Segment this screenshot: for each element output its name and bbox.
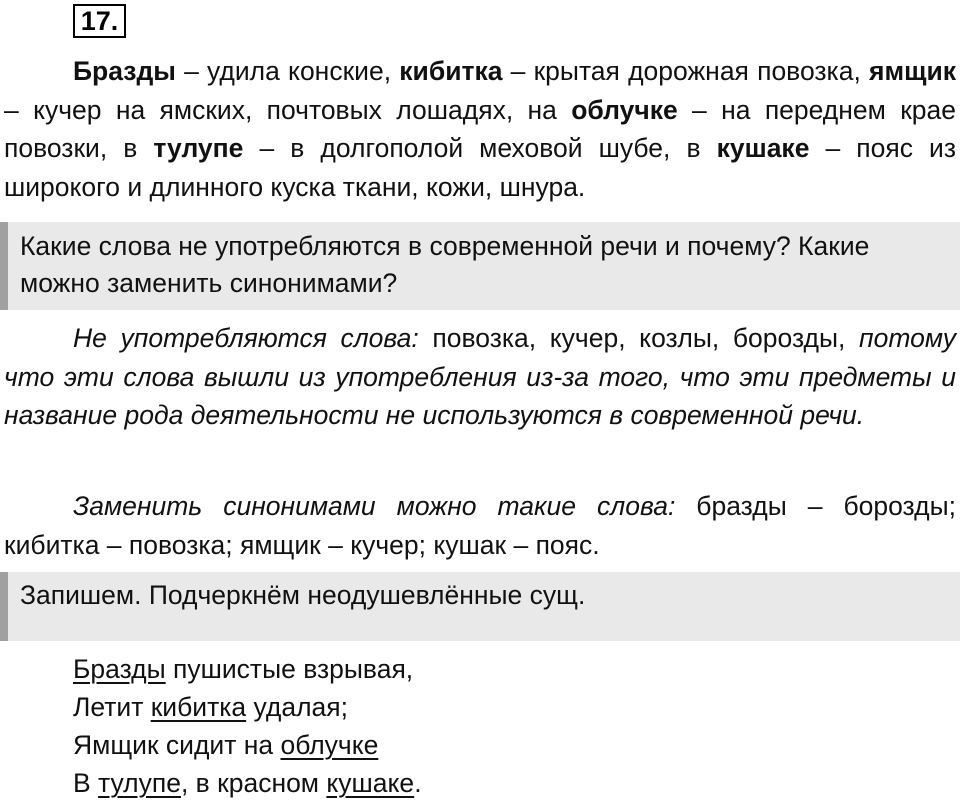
poem-text: Ямщик сидит на	[73, 730, 281, 760]
term-kibitka: кибитка	[399, 56, 503, 86]
definition-obluchok: – на переднем крае повозки, в	[4, 94, 956, 163]
task-question-box	[0, 222, 960, 310]
poem-text: Летит	[73, 692, 151, 722]
definition-yamshchik: – кучер на ямских, почтовых лошадях, на	[4, 94, 572, 125]
task-instruction-box	[0, 572, 960, 641]
answer1-words: повозка, кучер, козлы, борозды,	[418, 323, 846, 353]
answer-paragraph-1	[4, 319, 956, 435]
answer1-explanation: потому что эти слова вышли из употребления из-за того, что эти предметы и название рода деятельности не используются в современной речи.	[4, 323, 956, 430]
term-yamshchik: ямщик	[869, 56, 956, 86]
term-kushak: кушаке	[716, 133, 810, 163]
term-tulup: тулупе	[153, 133, 244, 163]
poem-text: .	[414, 768, 422, 798]
answer1-lead: Не употребляются слова:	[73, 323, 419, 353]
task-question-text: Какие слова не употребляются в современной речи и почему? Какие можно заменить синонимами?	[20, 231, 870, 298]
poem-line-2	[73, 688, 422, 726]
poem	[73, 650, 422, 802]
definitions-paragraph	[4, 52, 956, 206]
underlined-noun: кушаке	[326, 768, 415, 798]
answer2-lead: Заменить синонимами можно такие слова:	[73, 491, 676, 521]
task-instruction-text: Запишем. Подчеркнём неодушевлённые сущ.	[20, 580, 586, 610]
definition-brazdy: – удила конские,	[175, 56, 400, 86]
answer-paragraph-2	[4, 487, 956, 564]
poem-line-1	[73, 650, 422, 688]
definition-kushak: – пояс из широкого и длинного куска ткани, кожи, шнура.	[4, 133, 956, 202]
poem-text: пушистые взрывая,	[165, 654, 414, 684]
underlined-noun: тулупе	[98, 768, 181, 798]
underlined-noun: кибитка	[150, 692, 247, 722]
poem-line-4	[73, 764, 422, 802]
underlined-noun: облучке	[280, 730, 379, 760]
term-obluchok: облучке	[571, 94, 678, 125]
poem-line-3	[73, 726, 422, 764]
definition-kibitka: – крытая дорожная повозка,	[502, 56, 870, 86]
underlined-noun: Бразды	[73, 654, 166, 684]
answer2-pairs: бразды – борозды; кибитка – повозка; ямщик – кучер; кушак – пояс.	[4, 491, 956, 560]
poem-text: удалая;	[246, 692, 348, 722]
poem-text: В	[73, 768, 99, 798]
term-brazdy: Бразды	[73, 56, 176, 86]
definition-tulup: – в долгополой меховой шубе, в	[243, 133, 717, 163]
exercise-number: 17.	[73, 4, 126, 38]
poem-text: , в красном	[180, 768, 327, 798]
